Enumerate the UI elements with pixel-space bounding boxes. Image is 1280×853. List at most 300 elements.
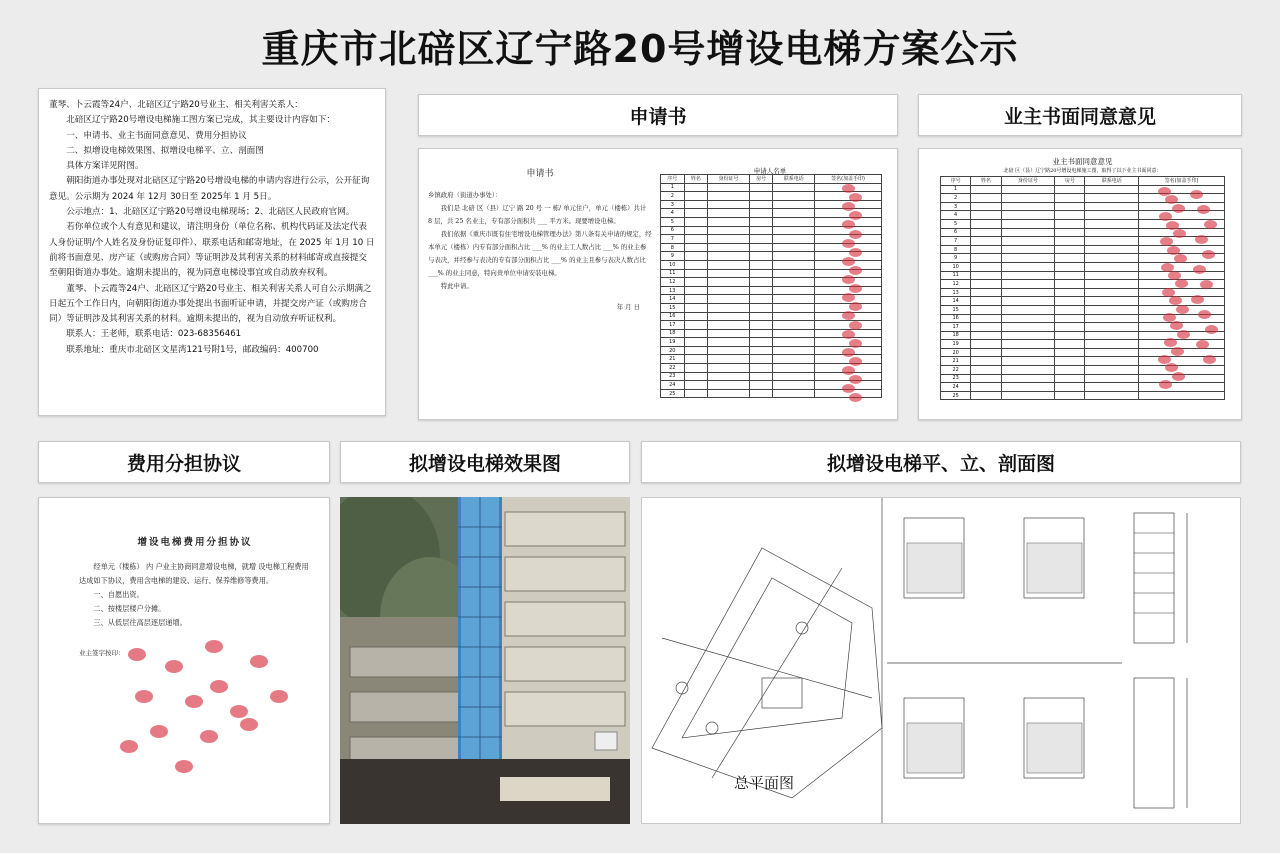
agreement-signature-label: 业主签字按印： — [79, 649, 125, 657]
table-cell — [773, 364, 815, 373]
row-number: 22 — [661, 364, 685, 373]
table-cell — [684, 295, 708, 304]
fingerprint-stamp — [250, 655, 268, 668]
table-cell — [1055, 323, 1085, 332]
table-cell — [971, 228, 1001, 237]
row-number: 25 — [941, 391, 971, 400]
table-header: 签名(加盖手印) — [815, 175, 882, 184]
table-row — [941, 288, 1225, 297]
fingerprint-stamp — [165, 660, 183, 673]
row-number: 7 — [941, 237, 971, 246]
table-cell — [749, 269, 773, 278]
notice-item: 一、申请书、业主书面同意意见、费用分担协议 — [66, 130, 247, 141]
table-cell — [1001, 340, 1055, 349]
agreement-item: 三、从低层往高层逐层递增。 — [93, 618, 187, 627]
table-cell — [1139, 288, 1225, 297]
table-row — [941, 194, 1225, 203]
table-cell — [971, 305, 1001, 314]
section-header-consent: 业主书面同意意见 — [918, 94, 1242, 136]
table-cell — [1055, 383, 1085, 392]
table-cell — [749, 243, 773, 252]
table-cell — [773, 217, 815, 226]
application-letter-closing: 特此申请。 — [440, 282, 473, 290]
table-cell — [1001, 211, 1055, 220]
row-number: 8 — [661, 243, 685, 252]
fingerprint-stamp — [210, 680, 228, 693]
table-cell — [1085, 254, 1139, 263]
site-plan-label: 总平面图 — [734, 774, 795, 792]
notice-para2: 公示地点：1、北碚区辽宁路20号增设电梯现场；2、北碚区人民政府官网。 — [66, 207, 355, 218]
table-cell — [1085, 305, 1139, 314]
page-title: 重庆市北碚区辽宁路20号增设电梯方案公示 — [261, 27, 1019, 71]
row-number: 5 — [661, 217, 685, 226]
fingerprint-stamp — [842, 257, 855, 266]
table-cell — [1085, 228, 1139, 237]
row-number: 16 — [661, 312, 685, 321]
table-cell — [708, 346, 750, 355]
fingerprint-stamp — [185, 695, 203, 708]
table-cell — [773, 243, 815, 252]
fingerprint-stamp — [1176, 305, 1189, 314]
row-number: 10 — [941, 262, 971, 271]
table-cell — [971, 331, 1001, 340]
fingerprint-stamp — [842, 330, 855, 339]
table-cell — [1055, 391, 1085, 400]
row-number: 11 — [941, 271, 971, 280]
fingerprint-stamp — [128, 648, 146, 661]
table-cell — [971, 391, 1001, 400]
table-cell — [1139, 391, 1225, 400]
fingerprint-stamp — [849, 357, 862, 366]
table-cell — [1139, 237, 1225, 246]
row-number: 11 — [661, 269, 685, 278]
row-number: 7 — [661, 235, 685, 244]
table-cell — [1085, 348, 1139, 357]
row-number: 21 — [661, 355, 685, 364]
row-number: 5 — [941, 219, 971, 228]
table-cell — [773, 295, 815, 304]
table-cell — [1001, 297, 1055, 306]
table-cell — [1055, 237, 1085, 246]
table-cell — [749, 252, 773, 261]
table-cell — [1001, 391, 1055, 400]
table-cell — [1055, 366, 1085, 375]
table-cell — [708, 389, 750, 398]
table-cell — [1085, 202, 1139, 211]
table-cell — [749, 183, 773, 192]
fingerprint-stamp — [1202, 250, 1215, 259]
table-cell — [749, 209, 773, 218]
table-cell — [971, 185, 1001, 194]
table-cell — [684, 235, 708, 244]
table-cell — [1001, 280, 1055, 289]
notice-greeting: 董琴、卜云霞等24户、北碚区辽宁路20号业主、相关利害关系人： — [49, 100, 303, 110]
table-cell — [749, 226, 773, 235]
row-number: 17 — [941, 323, 971, 332]
table-cell — [684, 209, 708, 218]
table-cell — [684, 338, 708, 347]
table-cell — [708, 192, 750, 201]
notice-address: 联系地址：重庆市北碚区文星湾121号附1号，邮政编码：400700 — [66, 344, 319, 355]
row-number: 8 — [941, 245, 971, 254]
table-cell — [684, 200, 708, 209]
table-cell — [708, 217, 750, 226]
table-cell — [773, 269, 815, 278]
table-cell — [971, 219, 1001, 228]
table-cell — [971, 288, 1001, 297]
notice-see-attachment: 具体方案详见附图。 — [66, 161, 144, 172]
agreement-title: 增设电梯费用分担协议 — [137, 537, 253, 548]
elevator-drawings — [641, 497, 1241, 824]
fingerprint-stamp — [1198, 310, 1211, 319]
table-cell — [1001, 366, 1055, 375]
row-number: 13 — [941, 288, 971, 297]
row-number: 18 — [661, 329, 685, 338]
table-cell — [1055, 185, 1085, 194]
table-cell — [773, 389, 815, 398]
table-cell — [1055, 280, 1085, 289]
table-cell — [749, 278, 773, 287]
table-cell — [971, 280, 1001, 289]
fingerprint-stamp — [1200, 280, 1213, 289]
table-cell — [1055, 297, 1085, 306]
row-number: 24 — [661, 381, 685, 390]
row-number: 20 — [941, 348, 971, 357]
table-cell — [684, 389, 708, 398]
table-cell — [708, 372, 750, 381]
table-cell — [971, 271, 1001, 280]
table-cell — [1085, 219, 1139, 228]
table-cell — [749, 389, 773, 398]
fingerprint-stamp — [842, 184, 855, 193]
notice-para4: 董琴、卜云霞等24户、北碚区辽宁路20号业主、相关利害关系人可自公示期满之日起五个工作日内，向朝阳街道办事处提出书面听证申请，并提交房产证（或购房合同）等证明涉及其利害关系的材料。逾期未提出的，视为自动放弃听证权利。 — [49, 283, 372, 325]
table-cell — [1085, 185, 1139, 194]
notice-intro: 北碚区辽宁路20号增设电梯施工图方案已完成，其主要设计内容如下： — [66, 115, 335, 126]
table-cell — [1001, 271, 1055, 280]
table-cell — [1055, 348, 1085, 357]
notice-item: 二、拟增设电梯效果图、拟增设电梯平、立、剖面图 — [66, 145, 264, 156]
row-number: 3 — [661, 200, 685, 209]
table-cell — [1001, 237, 1055, 246]
table-row — [941, 245, 1225, 254]
table-cell — [684, 269, 708, 278]
applicant-list-title: 申请人名单 — [753, 167, 787, 175]
table-cell — [684, 355, 708, 364]
table-cell — [749, 303, 773, 312]
table-cell — [1139, 383, 1225, 392]
table-header: 姓名 — [971, 177, 1001, 186]
table-cell — [773, 192, 815, 201]
fingerprint-stamp — [230, 705, 248, 718]
table-cell — [1001, 288, 1055, 297]
table-cell — [773, 329, 815, 338]
table-row — [941, 340, 1225, 349]
table-cell — [1055, 357, 1085, 366]
table-header: 姓名 — [684, 175, 708, 184]
fingerprint-stamp — [1190, 190, 1203, 199]
table-header-row — [661, 175, 882, 184]
table-cell — [971, 366, 1001, 375]
table-cell — [773, 372, 815, 381]
table-cell — [971, 202, 1001, 211]
table-cell — [1085, 391, 1139, 400]
fingerprint-stamp — [849, 266, 862, 275]
application-letter — [428, 168, 652, 373]
table-cell — [684, 346, 708, 355]
table-row — [941, 391, 1225, 400]
table-header: 序号 — [661, 175, 685, 184]
row-number: 6 — [941, 228, 971, 237]
consent-list-title: 业主书面同意意见 — [1052, 157, 1113, 166]
table-cell — [1001, 348, 1055, 357]
table-cell — [708, 243, 750, 252]
fingerprint-stamp — [849, 230, 862, 239]
table-cell — [1001, 254, 1055, 263]
fingerprint-stamp — [150, 725, 168, 738]
row-number: 18 — [941, 331, 971, 340]
table-cell — [684, 226, 708, 235]
table-cell — [971, 383, 1001, 392]
table-cell — [1001, 305, 1055, 314]
table-cell — [684, 303, 708, 312]
row-number: 4 — [661, 209, 685, 218]
table-cell — [773, 235, 815, 244]
table-cell — [773, 346, 815, 355]
table-cell — [971, 374, 1001, 383]
row-number: 2 — [661, 192, 685, 201]
table-cell — [1001, 383, 1055, 392]
table-header: 房号 — [1055, 177, 1085, 186]
row-number: 14 — [941, 297, 971, 306]
notice-panel — [38, 88, 386, 416]
row-number: 6 — [661, 226, 685, 235]
table-cell — [1001, 331, 1055, 340]
table-cell — [684, 243, 708, 252]
table-cell — [773, 286, 815, 295]
table-cell — [684, 183, 708, 192]
table-cell — [749, 260, 773, 269]
table-cell — [1055, 340, 1085, 349]
table-cell — [1085, 280, 1139, 289]
table-cell — [749, 346, 773, 355]
table-cell — [773, 226, 815, 235]
table-cell — [684, 372, 708, 381]
table-cell — [971, 340, 1001, 349]
table-cell — [708, 226, 750, 235]
consent-list-subtitle: 北碚 区（县）辽宁路20号增设电梯施工图，取得了以下业主书面同意： — [1003, 168, 1162, 174]
table-cell — [749, 295, 773, 304]
table-cell — [708, 252, 750, 261]
table-cell — [1085, 288, 1139, 297]
table-cell — [684, 312, 708, 321]
fingerprint-stamp — [175, 760, 193, 773]
table-cell — [708, 269, 750, 278]
table-cell — [749, 200, 773, 209]
row-number: 25 — [661, 389, 685, 398]
fingerprint-stamp — [1195, 235, 1208, 244]
table-cell — [971, 314, 1001, 323]
table-cell — [684, 252, 708, 261]
table-cell — [708, 200, 750, 209]
fingerprint-stamp — [1172, 372, 1185, 381]
table-cell — [773, 321, 815, 330]
table-cell — [749, 355, 773, 364]
table-cell — [708, 278, 750, 287]
application-letter-date: 年 月 日 — [616, 303, 640, 311]
table-cell — [773, 200, 815, 209]
table-cell — [1139, 262, 1225, 271]
table-cell — [971, 254, 1001, 263]
table-header: 联系电话 — [1085, 177, 1139, 186]
table-cell — [749, 329, 773, 338]
agreement-item: 一、自愿出资。 — [93, 590, 144, 599]
table-cell — [1139, 314, 1225, 323]
table-cell — [1055, 202, 1085, 211]
row-number: 14 — [661, 295, 685, 304]
table-cell — [971, 245, 1001, 254]
row-number: 10 — [661, 260, 685, 269]
table-cell — [971, 297, 1001, 306]
cost-agreement-document — [38, 497, 330, 824]
table-cell — [1001, 202, 1055, 211]
row-number: 3 — [941, 202, 971, 211]
notice-para1: 朝阳街道办事处现对北碚区辽宁路20号增设电梯的申请内容进行公示，公开征询意见。公示期为 2024 年 12月 30日至 2025年 1 月 5日。 — [49, 176, 370, 202]
table-cell — [1001, 185, 1055, 194]
table-cell — [684, 278, 708, 287]
table-cell — [1055, 245, 1085, 254]
fingerprint-stamp — [1196, 340, 1209, 349]
table-cell — [1085, 383, 1139, 392]
table-cell — [749, 312, 773, 321]
row-number: 12 — [941, 280, 971, 289]
row-number: 13 — [661, 286, 685, 295]
row-number: 20 — [661, 346, 685, 355]
fingerprint-stamp — [1203, 355, 1216, 364]
section-header-render: 拟增设电梯效果图 — [340, 441, 630, 483]
building-render-illustration — [340, 497, 630, 824]
table-cell — [708, 312, 750, 321]
table-row — [941, 185, 1225, 194]
table-header: 签名(加盖手印) — [1139, 177, 1225, 186]
table-cell — [1055, 254, 1085, 263]
fingerprint-stamp — [205, 640, 223, 653]
row-number: 22 — [941, 366, 971, 375]
table-cell — [708, 235, 750, 244]
application-letter-to: 乡镇政府（街道办事处）： — [428, 191, 502, 199]
table-cell — [1055, 219, 1085, 228]
table-cell — [708, 364, 750, 373]
application-letter-title: 申请书 — [526, 169, 554, 179]
fingerprint-stamp — [1193, 265, 1206, 274]
table-cell — [684, 364, 708, 373]
table-cell — [708, 338, 750, 347]
table-cell — [708, 329, 750, 338]
table-cell — [1055, 262, 1085, 271]
fingerprint-stamp — [240, 718, 258, 731]
table-cell — [749, 338, 773, 347]
table-cell — [1085, 297, 1139, 306]
row-number: 2 — [941, 194, 971, 203]
table-cell — [1139, 271, 1225, 280]
table-cell — [1139, 185, 1225, 194]
elevator-render-photo — [340, 497, 630, 824]
table-cell — [749, 364, 773, 373]
table-cell — [1139, 194, 1225, 203]
agreement-item: 二、按楼层楼户分摊。 — [93, 604, 166, 613]
table-cell — [684, 217, 708, 226]
table-cell — [1055, 194, 1085, 203]
table-cell — [684, 321, 708, 330]
table-cell — [1085, 323, 1139, 332]
row-number: 15 — [941, 305, 971, 314]
notice-para3: 若你单位或个人有意见和建议，请注明身份（单位名称、机构代码证及法定代表人身份证明/个人姓名及身份证复印件）、联系电话和邮寄地址，在 2025 年 1月 10 日前将书面意见、房产证（或购房合同）等证明涉及其利害关系的材料邮寄或直接提交至朝阳街道办事处。逾期未提出的，视为同意电梯设事宜或自动放弃权利。 — [49, 222, 375, 279]
row-number: 15 — [661, 303, 685, 312]
table-cell — [1085, 271, 1139, 280]
row-number: 4 — [941, 211, 971, 220]
table-row — [941, 237, 1225, 246]
agreement-body: 经单元（楼栋） 内 户业主协商同意增设电梯，就增 设电梯工程费用达成如下协议，费用含电梯的建设、运行、保养维修等费用。 — [79, 562, 309, 585]
row-number: 1 — [661, 183, 685, 192]
application-letter-body2: 我们依据《重庆市既有住宅增设电梯管理办法》第八条有关申请的规定，经本单元（楼栋）内专有部分面积占比 ___% 的业主工人数占比 ___% 的业主参与表决，并经参与表决的专有部分面积占比 ___% 的业主且参与表决人数占比 ___% 的业主同意，特向贵单位申请安装电梯。 — [428, 230, 652, 277]
table-cell — [1085, 211, 1139, 220]
fingerprint-stamp — [849, 321, 862, 330]
table-cell — [1055, 374, 1085, 383]
table-cell — [708, 286, 750, 295]
table-cell — [773, 303, 815, 312]
table-header: 身份证号 — [708, 175, 750, 184]
table-cell — [971, 237, 1001, 246]
table-cell — [773, 278, 815, 287]
row-number: 9 — [941, 254, 971, 263]
table-cell — [971, 262, 1001, 271]
fingerprint-stamp — [1205, 325, 1218, 334]
fingerprint-stamp — [120, 740, 138, 753]
table-cell — [773, 312, 815, 321]
table-cell — [773, 355, 815, 364]
fingerprint-stamp — [1172, 204, 1185, 213]
fingerprint-stamp — [849, 339, 862, 348]
table-cell — [1055, 314, 1085, 323]
row-number: 19 — [661, 338, 685, 347]
table-cell — [1085, 245, 1139, 254]
table-row — [941, 383, 1225, 392]
row-number: 23 — [661, 372, 685, 381]
notice-contact: 联系人：王老师，联系电话：023-68356461 — [66, 329, 242, 340]
table-cell — [1055, 211, 1085, 220]
table-cell — [708, 303, 750, 312]
fingerprint-stamp — [135, 690, 153, 703]
section-header-cost: 费用分担协议 — [38, 441, 330, 483]
table-cell — [1001, 374, 1055, 383]
table-cell — [1001, 228, 1055, 237]
table-cell — [773, 260, 815, 269]
table-cell — [1085, 340, 1139, 349]
table-cell — [971, 357, 1001, 366]
table-cell — [708, 183, 750, 192]
table-cell — [1055, 305, 1085, 314]
table-cell — [1085, 366, 1139, 375]
table-cell — [1001, 262, 1055, 271]
table-cell — [1001, 245, 1055, 254]
fingerprint-stamp — [842, 348, 855, 357]
table-row — [941, 357, 1225, 366]
row-number: 17 — [661, 321, 685, 330]
table-cell — [684, 260, 708, 269]
table-cell — [749, 381, 773, 390]
table-row — [941, 314, 1225, 323]
table-cell — [684, 192, 708, 201]
table-header: 身份证号 — [1001, 177, 1055, 186]
